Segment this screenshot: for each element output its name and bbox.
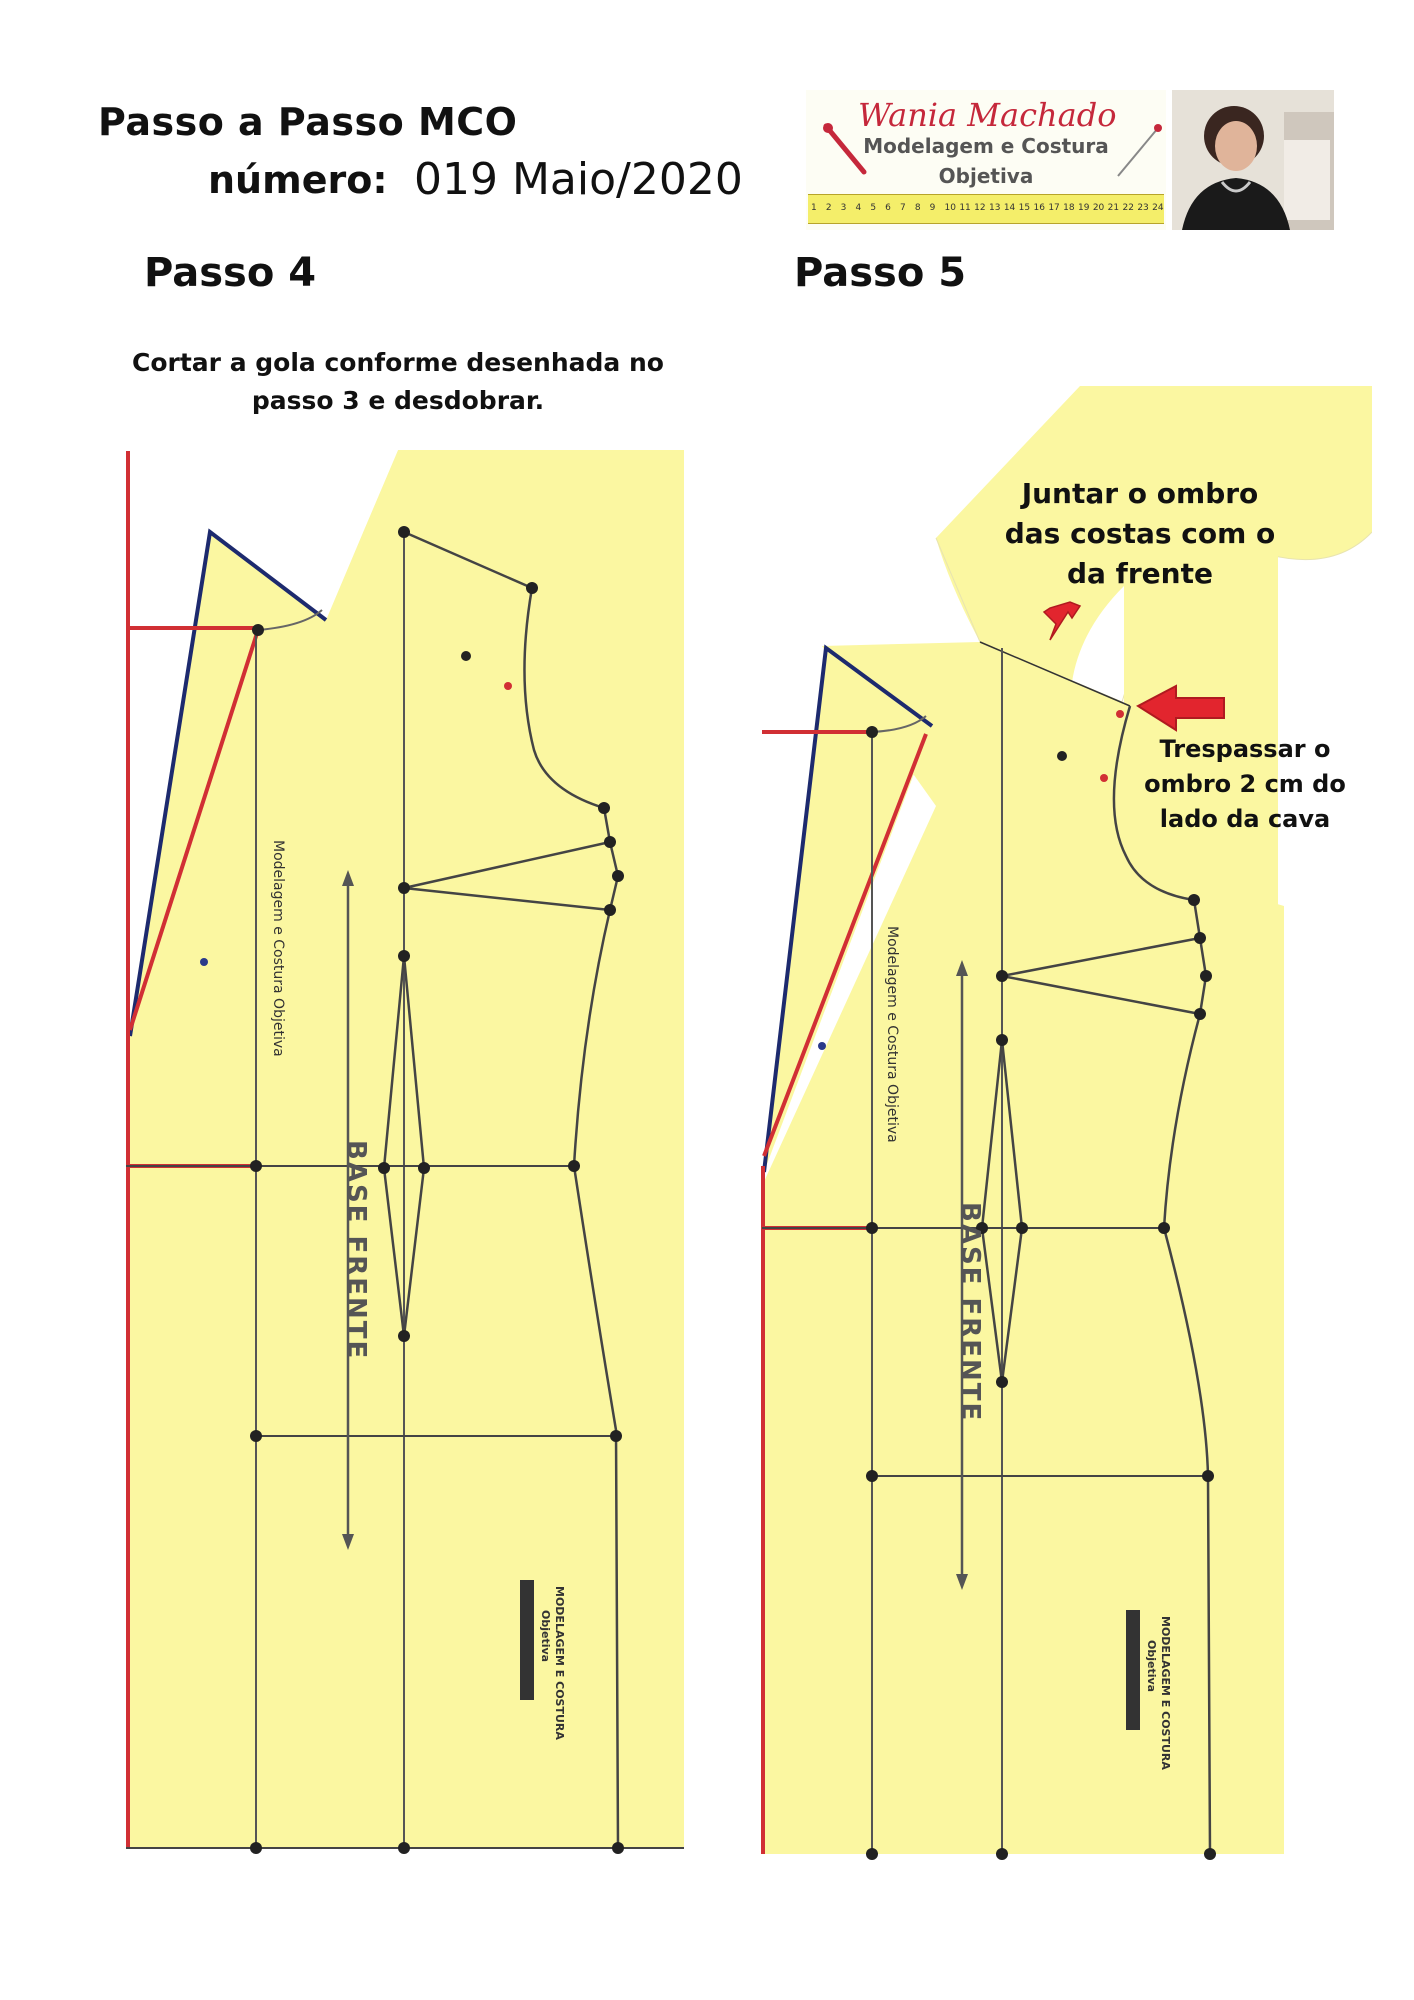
logo-panel bbox=[806, 90, 1166, 230]
svg-text:Objetiva: Objetiva bbox=[1145, 1640, 1158, 1693]
ruler-tick: 11 bbox=[959, 203, 971, 213]
ruler-tick: 10 bbox=[944, 203, 956, 213]
ruler-tick: 23 bbox=[1137, 203, 1149, 213]
ruler-tick: 16 bbox=[1033, 203, 1045, 213]
ruler-tick: 9 bbox=[929, 203, 936, 213]
ruler-tick: 21 bbox=[1107, 203, 1120, 213]
ruler-tick: 4 bbox=[855, 203, 862, 213]
vertical-brand-text: Modelagem e Costura Objetiva bbox=[884, 926, 900, 1143]
ruler-tick: 15 bbox=[1018, 203, 1031, 213]
brand-logo bbox=[806, 90, 1334, 230]
overlap-mark bbox=[1116, 710, 1124, 718]
svg-text:MODELAGEM E COSTURA: MODELAGEM E COSTURA bbox=[553, 1586, 566, 1740]
ruler-tick: 2 bbox=[825, 203, 832, 213]
logo-line-2: Objetiva bbox=[938, 164, 1034, 188]
step4-description: Cortar a gola conforme desenhada no passo 3 e desdobrar. bbox=[132, 348, 664, 415]
annotation-join-shoulder: Juntar o ombro das costas com o da frente bbox=[1004, 477, 1276, 590]
logo-line-1: Modelagem e Costura bbox=[863, 134, 1109, 158]
step4-title: Passo 4 bbox=[144, 250, 317, 296]
svg-text:Objetiva: Objetiva bbox=[539, 1610, 552, 1663]
notch-mark bbox=[504, 682, 512, 690]
logo-script-name: Wania Machado bbox=[858, 96, 1117, 134]
ruler-tick: 22 bbox=[1122, 203, 1134, 213]
step4-pattern bbox=[126, 450, 730, 1902]
ruler-tick: 14 bbox=[1003, 203, 1016, 213]
measuring-tape bbox=[808, 194, 1164, 224]
vertical-brand-text: Modelagem e Costura Objetiva bbox=[270, 840, 286, 1057]
number-label: número: bbox=[208, 158, 388, 202]
ruler-tick: 24 bbox=[1152, 203, 1164, 213]
ruler-tick: 17 bbox=[1048, 203, 1060, 213]
step5-pattern bbox=[750, 386, 1372, 1862]
ruler-tick: 3 bbox=[840, 203, 847, 213]
ruler-tick: 18 bbox=[1063, 203, 1075, 213]
svg-text:MODELAGEM E COSTURA: MODELAGEM E COSTURA bbox=[1159, 1616, 1172, 1770]
pattern-label: BASE FRENTE bbox=[955, 1202, 985, 1423]
ruler-tick: 20 bbox=[1092, 203, 1105, 213]
page-title: Passo a Passo MCO bbox=[98, 100, 518, 144]
annotation-overlap-shoulder: Trespassar o ombro 2 cm do lado da cava bbox=[1144, 735, 1346, 833]
ruler-tick: 12 bbox=[974, 203, 986, 213]
ruler-tick: 1 bbox=[811, 203, 817, 213]
ruler-tick: 19 bbox=[1078, 203, 1090, 213]
ruler-tick: 6 bbox=[885, 203, 891, 213]
portrait-image bbox=[1172, 90, 1334, 230]
issue-number: 019 Maio/2020 bbox=[414, 154, 743, 205]
ruler-tick: 8 bbox=[914, 203, 921, 213]
ruler-tick: 5 bbox=[870, 203, 877, 213]
ruler-tick: 7 bbox=[900, 203, 906, 213]
step5-title: Passo 5 bbox=[794, 250, 967, 296]
author-photo bbox=[1172, 90, 1334, 230]
pattern-label: BASE FRENTE bbox=[341, 1140, 371, 1361]
ruler-tick: 13 bbox=[989, 203, 1001, 213]
notch-mark bbox=[1100, 774, 1108, 782]
